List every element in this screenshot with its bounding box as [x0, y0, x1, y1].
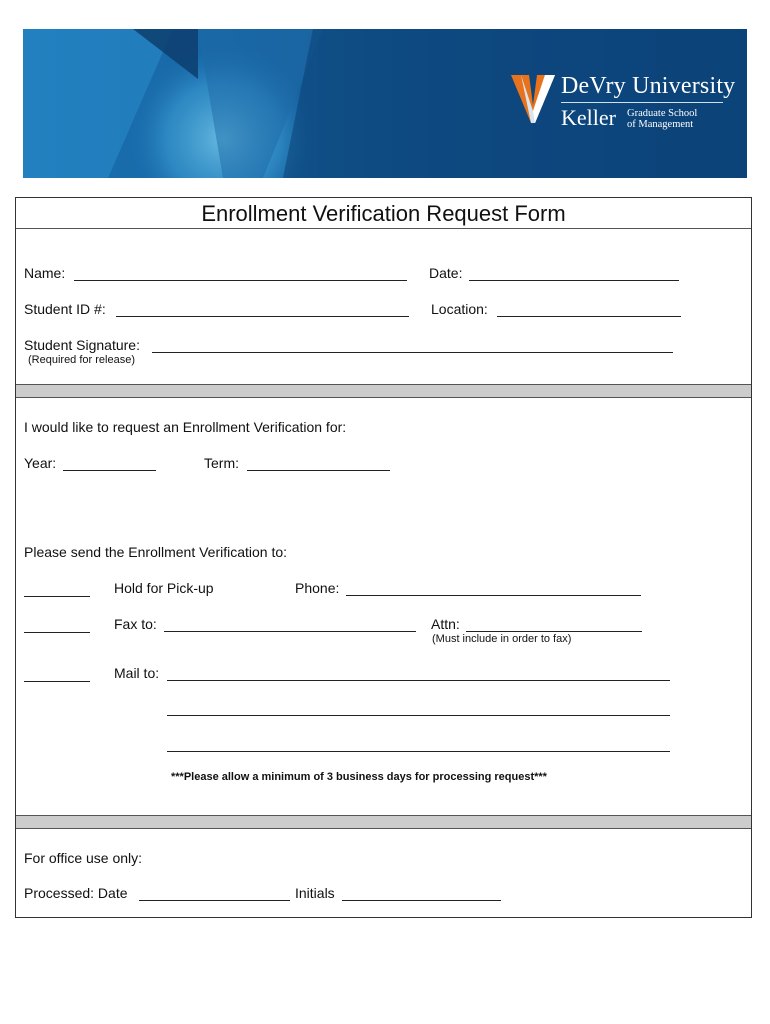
section-divider-2: [16, 815, 751, 829]
logo-university-name: DeVry University: [561, 73, 736, 99]
pickup-label: Hold for Pick-up: [114, 580, 214, 596]
attn-field[interactable]: [466, 631, 642, 632]
attn-note: (Must include in order to fax): [432, 633, 572, 645]
header-banner: [23, 29, 747, 178]
location-field[interactable]: [497, 316, 681, 317]
devry-keller-logo: [511, 73, 741, 133]
fax-check-field[interactable]: [24, 632, 90, 633]
location-label: Location:: [431, 301, 488, 317]
date-label: Date:: [429, 265, 463, 281]
logo-school-name: Keller: [561, 105, 616, 130]
mail-address-line-1[interactable]: [167, 680, 670, 681]
student-id-field[interactable]: [116, 316, 409, 317]
signature-note: (Required for release): [28, 354, 135, 366]
student-id-label: Student ID #:: [24, 301, 106, 317]
office-heading: For office use only:: [24, 850, 143, 866]
date-field[interactable]: [469, 280, 679, 281]
phone-label: Phone:: [295, 580, 340, 596]
signature-field[interactable]: [152, 352, 673, 353]
section-divider-1: [16, 384, 751, 398]
mail-label: Mail to:: [114, 665, 160, 681]
year-field[interactable]: [63, 470, 156, 471]
logo-subtitle-line-2: of Management: [627, 119, 694, 130]
signature-label: Student Signature:: [24, 337, 140, 353]
pickup-check-field[interactable]: [24, 596, 90, 597]
logo-divider: [561, 102, 723, 103]
year-label: Year:: [24, 455, 57, 471]
logo-subtitle-line-1: Graduate School: [627, 108, 698, 119]
processed-date-label: Processed: Date: [24, 885, 128, 901]
processed-date-field[interactable]: [139, 900, 290, 901]
devry-shield-icon: [511, 73, 555, 125]
logo-school-subtitle: [627, 108, 697, 130]
request-intro: I would like to request an Enrollment Verification for:: [24, 419, 347, 435]
delivery-intro: Please send the Enrollment Verification to:: [24, 544, 288, 560]
attn-label: Attn:: [431, 616, 460, 632]
mail-address-line-2[interactable]: [167, 715, 670, 716]
phone-field[interactable]: [346, 595, 641, 596]
form-title: Enrollment Verification Request Form: [201, 201, 566, 226]
form-title-row: [16, 198, 751, 229]
term-field[interactable]: [247, 470, 390, 471]
mail-address-line-3[interactable]: [167, 751, 670, 752]
name-label: Name:: [24, 265, 66, 281]
initials-field[interactable]: [342, 900, 501, 901]
enrollment-form: [15, 197, 752, 918]
fax-label: Fax to:: [114, 616, 157, 632]
name-field[interactable]: [74, 280, 407, 281]
processing-notice: ***Please allow a minimum of 3 business days for processing request***: [171, 771, 547, 783]
term-label: Term:: [204, 455, 239, 471]
initials-label: Initials: [295, 885, 335, 901]
fax-field[interactable]: [164, 631, 416, 632]
mail-check-field[interactable]: [24, 681, 90, 682]
